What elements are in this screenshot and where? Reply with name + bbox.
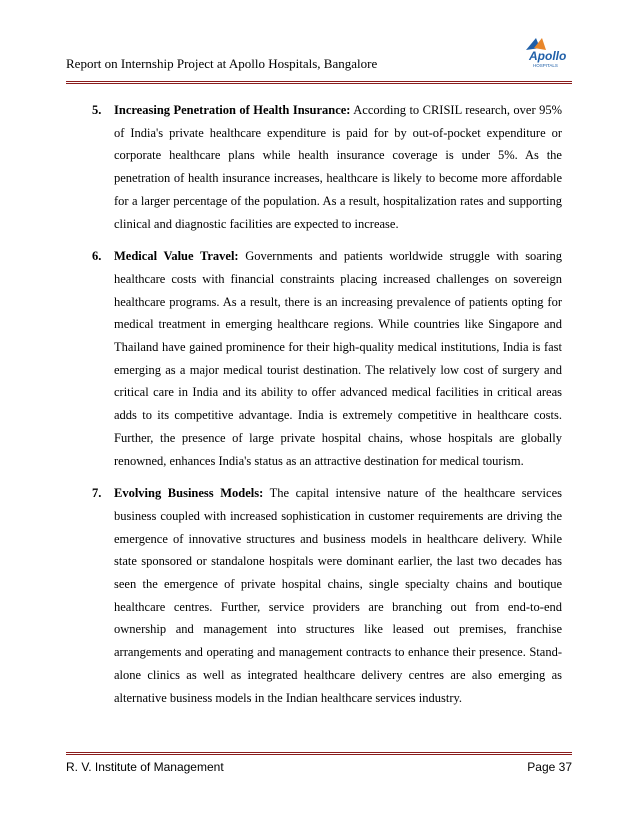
item-body [114, 245, 562, 472]
list-item [92, 245, 562, 472]
footer-rule [66, 752, 572, 755]
list-item [92, 482, 562, 709]
apollo-hospitals-logo [512, 34, 572, 74]
item-body [114, 482, 562, 709]
item-title: Medical Value Travel: [114, 249, 239, 264]
page-content [92, 99, 562, 719]
item-title: Increasing Penetration of Health Insurance: [114, 103, 351, 117]
page-number: Page 37 [527, 760, 572, 774]
header-title: Report on Internship Project at Apollo Hospitals, Bangalore [66, 56, 378, 71]
footer-institute: R. V. Institute of Management [66, 760, 224, 774]
item-number: 7. [92, 486, 102, 501]
item-body [114, 99, 562, 235]
item-text: According to CRISIL research, over 95% of India's private healthcare expenditure is paid for by out-of-pocket expenditure or corporate healthcare plans while health insurance coverage is under 5%. As the penetration of health insurance increases, healthcare is likely to become more affordable for a larger percentage of the population. As a result, hospitalization rates and supporting clinical and diagnostic facilities are expected to increase. [114, 103, 562, 231]
svg-text:HOSPITALS: HOSPITALS [533, 63, 558, 68]
item-title: Evolving Business Models: [114, 486, 264, 501]
page-header [66, 49, 572, 78]
svg-text:Apollo: Apollo [529, 49, 567, 63]
header-rule [66, 81, 572, 84]
item-number: 6. [92, 249, 102, 264]
item-text: The capital intensive nature of the healthcare services business coupled with increased sophistication in customer requirements are driving the emergence of innovative structures and business models in healthcare delivery. While state sponsored or standalone hospitals were dominant earlier, the last two decades has seen the emergence of private hospital chains, single specialty chains and boutique healthcare centres. Further, service providers are branching out from end-to-end ownership and management into structures like leased out premises, franchise arrangements and operating and management contracts to enhance their presence. Stand-alone clinics as well as integrated healthcare delivery centres are also emerging as alternative business models in the Indian healthcare services industry. [114, 486, 562, 705]
item-number: 5. [92, 103, 102, 117]
item-text: Governments and patients worldwide struggle with soaring healthcare costs with financial constraints placing increased challenges on sovereign healthcare programs. As a result, there is an increasing prevalence of patients opting for medical treatment in emerging healthcare regions. While countries like Singapore and Thailand have gained prominence for their high-quality medical institutions, India is fast emerging as a major medical tourist destination. The relatively low cost of surgery and critical care in India and its ability to offer advanced medical facilities in critical areas adds to its competitive advantage. India is extremely competitive in healthcare costs. Further, the presence of large private hospital chains, whose hospitals are globally renowned, enhances India's status as an attractive destination for medical tourism. [114, 249, 562, 468]
list-item [92, 99, 562, 235]
